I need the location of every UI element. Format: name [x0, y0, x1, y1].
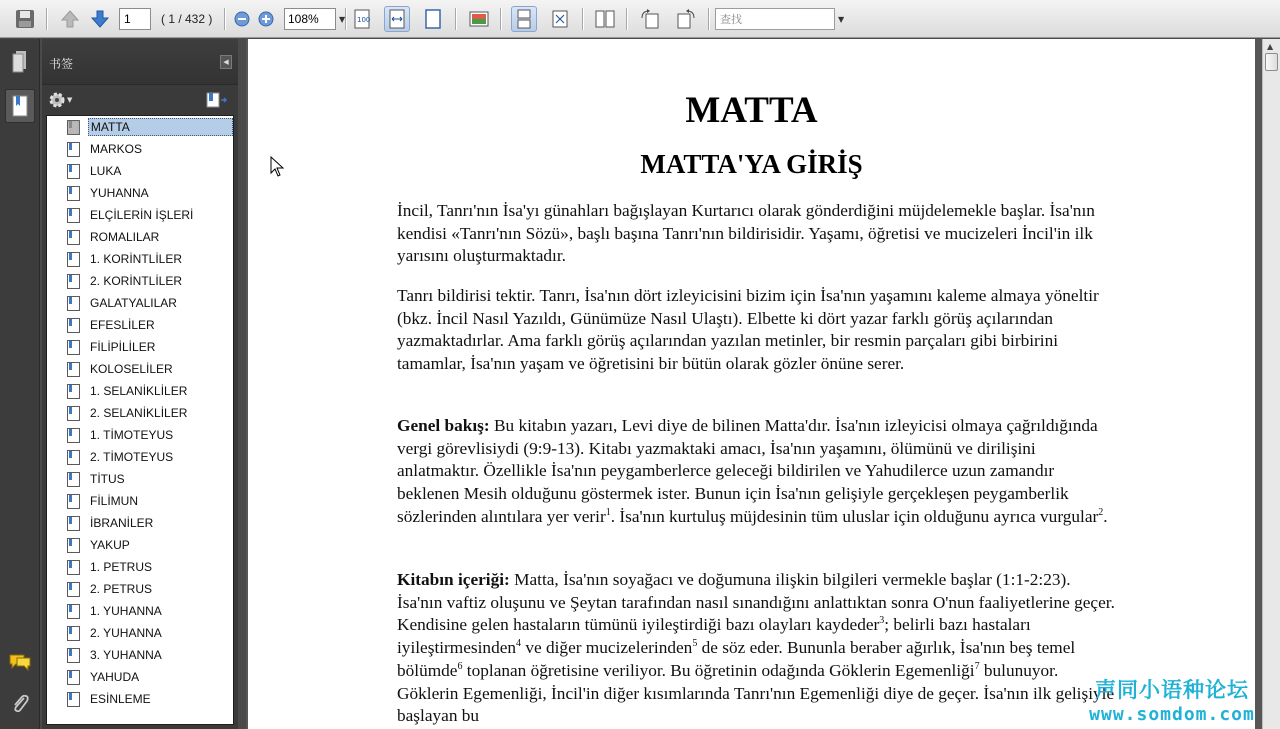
bookmark-label: 2. SELANİKLİLER [90, 406, 188, 420]
bookmark-item[interactable] [47, 578, 233, 600]
zoom-dropdown-icon[interactable]: ▼ [339, 14, 346, 24]
bookmark-item[interactable] [47, 270, 233, 292]
bookmarks-toolbar [42, 86, 238, 114]
bookmark-item[interactable] [47, 292, 233, 314]
bookmark-icon [67, 692, 80, 707]
bookmark-item[interactable] [47, 314, 233, 336]
paragraph-1: İncil, Tanrı'nın İsa'yı günahları bağışlayan Kurtarıcı olarak gönderdiğini müjdelemekle başlar. İsa'nın kendisi «Tanrı'nın Sözü», başlı başına Tanrı'nın bildirisidir. Yaşamı, öğretisi ve mucizeleri İncil'in ilk yarısını oluşturmaktadır. [397, 201, 1095, 266]
scroll-up-icon[interactable]: ▲ [1267, 42, 1274, 51]
paperclip-icon [10, 692, 30, 716]
bookmark-item[interactable] [47, 160, 233, 182]
gear-icon [48, 91, 66, 109]
rotate-right-icon [675, 8, 697, 30]
bookmarks-title: 书签 [49, 57, 74, 71]
bookmark-icon [67, 362, 80, 377]
mouse-cursor-icon [270, 156, 284, 178]
bookmark-item[interactable] [47, 402, 233, 424]
bookmark-item[interactable] [47, 358, 233, 380]
bookmark-label: MARKOS [90, 142, 143, 156]
footnote-ref[interactable]: 7 [974, 661, 980, 673]
bookmark-icon [67, 252, 80, 267]
bookmark-icon [67, 406, 80, 421]
arrow-down-icon [90, 9, 110, 29]
bookmark-item[interactable] [47, 666, 233, 688]
comment-icon [8, 652, 32, 672]
bookmarks-panel [42, 39, 238, 729]
panel-splitter[interactable] [238, 39, 246, 729]
bookmark-item[interactable] [47, 490, 233, 512]
bookmark-label: 1. KORİNTLİLER [90, 252, 183, 266]
bookmark-icon [67, 450, 80, 465]
document-title: MATTA [685, 90, 818, 131]
bookmark-icon [67, 164, 80, 179]
bookmark-item[interactable] [47, 512, 233, 534]
search-input[interactable]: 查找 [715, 8, 835, 30]
bookmark-item[interactable] [47, 622, 233, 644]
search-dropdown-icon[interactable]: ▼ [838, 14, 845, 24]
fit-page-button[interactable] [420, 6, 446, 32]
bookmark-label: 1. PETRUS [90, 560, 153, 574]
paragraph-3: Genel bakış: Bu kitabın yazarı, Levi diye de bilinen Matta'dır. İsa'nın izleyicisi olmaya çağrıldığında vergi görevlisiydi (9:9-13). Kitabı yazmaktaki amacı, İsa'nın yaşamını, ölümünü ve dirilişini anlatmaktır. Özellikle İsa'nın peygamberlerce geleceği bildirilen ve Yahudilerce uzun zamandır beklenen Mesih olduğunu göstermek ister. Bunun için İsa'nın gelişiyle gerçekleşen peygamberlik sözlerinden alıntılara yer verir$^1$. İsa'nın kurtuluş müjdesinin tüm uluslar için olduğunu ayrıca vurgular$^2$. [397, 416, 1108, 526]
full-screen-icon [551, 9, 569, 29]
bookmark-icon [67, 318, 80, 333]
bookmark-item[interactable] [47, 138, 233, 160]
paragraph-4-label: Kitabın içeriği: [397, 570, 510, 589]
pages-panel-button[interactable] [5, 45, 35, 79]
previous-page-button[interactable] [57, 6, 83, 32]
zoom-out-icon [234, 11, 250, 27]
bookmark-item[interactable] [47, 424, 233, 446]
actual-size-button[interactable] [349, 6, 375, 32]
bookmark-icon [67, 494, 80, 509]
bookmark-label: YAKUP [90, 538, 130, 552]
pages-icon [10, 50, 30, 74]
navigation-panel-strip [0, 39, 40, 729]
footnote-ref[interactable]: 6 [457, 661, 463, 673]
options-menu-button[interactable]: ▼ [48, 91, 72, 109]
watermark-line-1: 声同小语种论坛 [1095, 678, 1249, 702]
bookmark-icon [67, 626, 80, 641]
zoom-in-button[interactable] [258, 6, 274, 32]
save-icon [14, 8, 36, 30]
comments-panel-button[interactable] [5, 645, 35, 679]
bookmark-label: 1. YUHANNA [90, 604, 162, 618]
expand-bookmark-button[interactable] [206, 91, 228, 113]
bookmark-icon [67, 384, 80, 399]
footnote-ref[interactable]: 4 [516, 638, 522, 650]
bookmark-icon [67, 208, 80, 223]
bookmarks-icon [10, 94, 30, 118]
bookmark-label: 1. SELANİKLİLER [90, 384, 188, 398]
pdf-page [248, 39, 1255, 729]
paragraph-3-label: Genel bakış: [397, 416, 490, 435]
document-view [246, 39, 1262, 729]
single-page-continuous-button[interactable] [511, 6, 537, 32]
watermark-line-2: www.somdom.com [1089, 704, 1255, 725]
bookmark-label: YUHANNA [90, 186, 149, 200]
bookmark-label: İBRANİLER [90, 516, 154, 530]
page-count: ( 1 / 432 ) [161, 12, 213, 26]
two-page-icon [595, 9, 615, 29]
bookmark-label: LUKA [90, 164, 122, 178]
bookmark-item[interactable] [47, 226, 233, 248]
toolbar [0, 0, 1280, 38]
bookmark-icon [67, 538, 80, 553]
rotate-left-icon [639, 8, 661, 30]
bookmark-icon [67, 472, 80, 487]
bookmark-label: KOLOSELİLER [90, 362, 173, 376]
bookmark-icon [67, 582, 80, 597]
zoom-select[interactable] [284, 8, 336, 30]
full-screen-button[interactable] [547, 6, 573, 32]
bookmark-label: 3. YUHANNA [90, 648, 162, 662]
bookmark-item[interactable] [47, 446, 233, 468]
bookmark-icon [67, 296, 80, 311]
arrow-up-icon [60, 9, 80, 29]
footnote-ref[interactable]: 1 [605, 507, 611, 519]
bookmark-label: YAHUDA [90, 670, 140, 684]
bookmark-label: FİLİMUN [90, 494, 138, 508]
vertical-scrollbar[interactable] [1262, 39, 1280, 729]
bookmark-item[interactable] [47, 204, 233, 226]
bookmark-icon [67, 186, 80, 201]
rotate-clockwise-button[interactable] [673, 6, 699, 32]
bookmark-item[interactable] [47, 336, 233, 358]
bookmark-item[interactable] [47, 534, 233, 556]
scrollbar-thumb[interactable] [1265, 53, 1278, 71]
bookmark-item[interactable] [47, 380, 233, 402]
actual-size-icon [353, 9, 371, 29]
paragraph-2: Tanrı bildirisi tektir. Tanrı, İsa'nın dört izleyicisini bizim için İsa'nın yaşamını kaleme almaya yöneltir (bkz. İncil Nasıl Yazıldı, Günümüze Nasıl Ulaştı). Elbette ki dört yazar farklı görüş açılarından yazmaktadırlar. Ama farklı görüş açılarından yazılan metinler, bir resmin parçaları gibi birbirini tamamlar, İsa'nın yaşam ve öğretisini bir bütün olarak gözler önüne serer. [397, 286, 1099, 374]
bookmark-list [46, 115, 234, 725]
zoom-out-button[interactable] [234, 6, 250, 32]
fit-width-button[interactable] [384, 6, 410, 32]
bookmark-label: ESİNLEME [90, 692, 151, 706]
bookmark-icon [67, 274, 80, 289]
attachments-panel-button[interactable] [5, 687, 35, 721]
bookmark-label: 2. YUHANNA [90, 626, 162, 640]
save-button[interactable] [12, 6, 38, 32]
bookmark-icon [67, 120, 80, 135]
bookmark-label: 2. KORİNTLİLER [90, 274, 183, 288]
bookmark-icon [67, 648, 80, 663]
bookmark-label: ROMALILAR [90, 230, 160, 244]
bookmark-item[interactable] [47, 688, 233, 710]
bookmark-label: 2. PETRUS [90, 582, 153, 596]
image-icon [469, 9, 489, 29]
snapshot-button[interactable] [466, 6, 492, 32]
footnote-ref[interactable]: 2 [1098, 507, 1104, 519]
bookmark-icon [67, 230, 80, 245]
bookmark-icon [67, 340, 80, 355]
bookmark-item[interactable] [47, 600, 233, 622]
watermark [1082, 674, 1262, 725]
bookmark-label: GALATYALILAR [90, 296, 177, 310]
bookmark-icon [67, 142, 80, 157]
collapse-panel-button[interactable]: ◀ [220, 55, 232, 69]
bookmark-item[interactable] [47, 468, 233, 490]
document-subtitle: MATTA'YA GİRİŞ [640, 149, 863, 179]
bookmark-item[interactable] [47, 182, 233, 204]
continuous-page-icon [515, 9, 533, 29]
next-page-button[interactable] [87, 6, 113, 32]
footnote-ref[interactable]: 3 [879, 615, 885, 627]
bookmark-label: 2. TİMOTEYUS [90, 450, 174, 464]
bookmark-item[interactable] [47, 248, 233, 270]
bookmark-icon [67, 560, 80, 575]
bookmarks-header [42, 39, 238, 85]
bookmark-label: 1. TİMOTEYUS [90, 428, 174, 442]
zoom-in-icon [258, 11, 274, 27]
svg-text:100: 100 [357, 16, 371, 24]
zoom-value: 108% [288, 12, 319, 26]
fit-page-icon [424, 9, 442, 29]
bookmark-label: EFESLİLER [90, 318, 155, 332]
bookmark-item[interactable] [47, 556, 233, 578]
bookmark-item[interactable] [47, 116, 233, 138]
bookmark-icon [67, 428, 80, 443]
bookmark-label: TİTUS [90, 472, 125, 486]
fit-width-icon [388, 9, 406, 29]
bookmark-item[interactable] [47, 644, 233, 666]
rotate-counterclockwise-button[interactable] [637, 6, 663, 32]
bookmark-label: MATTA [88, 118, 233, 136]
page-number-input[interactable]: 1 [119, 8, 151, 30]
bookmark-icon [67, 670, 80, 685]
paragraph-4: Kitabın içeriği: Matta, İsa'nın soyağacı ve doğumuna ilişkin bilgileri vermekle başlar (1:1-2:23). İsa'nın vaftiz oluşunu ve Şeytan tarafından nasıl sınandığını anlattıktan sonra O'nun faaliyetlerine geçer. Kendisine gelen hastaların tümünü iyileştirdiği bazı olayları kaydeder$^3$; belirli bazı hastaları iyileştirmesinden$^4$ ve diğer mucizelerinden$^5$ de söz eder. Bununla beraber ağırlık, İsa'nın beş temel bölümde$^6$ toplanan öğretisine veriliyor. Bu öğretinin odağında Göklerin Egemenliği$^7$ bulunuyor. Göklerin Egemenliği, İncil'in diğer kısımlarında Tanrı'nın Egemenliği diye de geçer. İsa'nın ilk gelişiyle başlayan bu [397, 570, 1115, 726]
bookmark-icon [67, 516, 80, 531]
footnote-ref[interactable]: 5 [692, 638, 698, 650]
two-page-view-button[interactable] [592, 6, 618, 32]
bookmark-icon [67, 604, 80, 619]
bookmark-expand-icon [206, 91, 228, 109]
bookmark-label: FİLİPİLİLER [90, 340, 156, 354]
bookmark-label: ELÇİLERİN İŞLERİ [90, 208, 194, 222]
bookmarks-panel-button[interactable] [5, 89, 35, 123]
